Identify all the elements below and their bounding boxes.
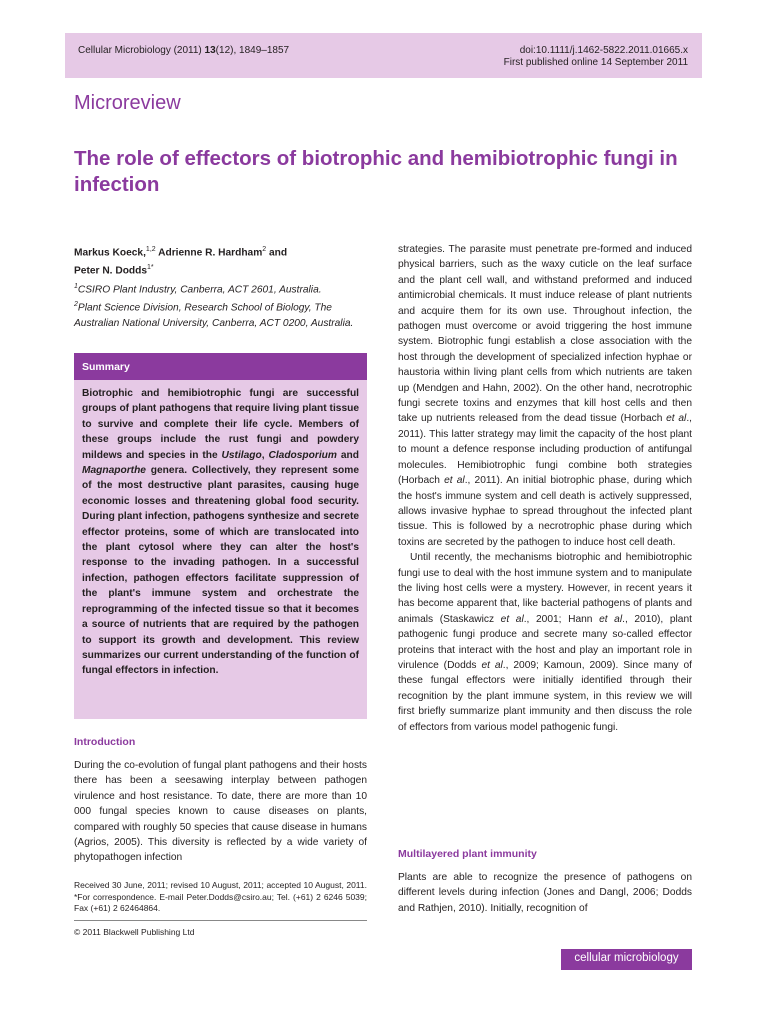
summary-text [74, 380, 367, 679]
para2-part-d: ., 2009; Kamoun, 2009). Since many of these fungal effectors were initially identified through their recognition by the plant immune system, in this review we will first briefly summarize plant immunity and then discuss the role of effectors from various model pathogenic fungi. [398, 659, 692, 733]
introduction-heading: Introduction [74, 736, 136, 748]
journal-issue-pages: (12), 1849–1857 [215, 45, 290, 56]
doi-link[interactable]: doi:10.1111/j.1462-5822.2011.01665.x [519, 45, 688, 56]
doi-block [504, 45, 688, 69]
et-al: et al [666, 413, 687, 425]
multilayered-immunity-heading: Multilayered plant immunity [398, 848, 537, 860]
et-al: et al [599, 613, 623, 625]
introduction-text: During the co-evolution of fungal plant pathogens and their hosts there has been a seesawing interplay between pathogen virulence and host resistance. To date, there are more than 10 000 fungal species known to cause diseases on plants, compared with roughly 50 species that cause disease in humans (Agrios, 2005). This diversity is reflected by a wide variety of phytopathogen infection [74, 760, 367, 864]
author-3: Peter N. Dodds [74, 265, 148, 277]
para2-part-b: ., 2001; Hann [523, 613, 600, 625]
section-label: Microreview [74, 92, 181, 114]
affiliation-1 [74, 279, 367, 297]
paragraph-effectors [398, 550, 692, 735]
genus-cladosporium: Cladosporium [268, 449, 337, 461]
author-2-affil: 2 [262, 246, 267, 253]
summary-part-2: genera. Collectively, they represent some of the most destructive plant parasites, causing huge economic losses and threatening global food security. During plant infection, pathogens synthesize and secrete effector proteins, some of which are translocated into the plant cytosol where they can alter the host's response to the invading pathogen. In a successful infection, pathogen effectors facilitate suppression of the plant's immune system and orchestrate the reprogramming of the infected tissue so that it becomes a source of nutrients that are required by the pathogen to support its growth and development. This review summarizes our current understanding of the function of fungal effectors in infection. [82, 465, 359, 677]
author-1: Markus Koeck, [74, 247, 146, 259]
publication-date: First published online 14 September 2011 [503, 57, 688, 68]
journal-header-band [65, 33, 702, 78]
et-al: et al [500, 613, 524, 625]
genus-ustilago: Ustilago [221, 449, 262, 461]
affiliation-2-marker: 2 [74, 301, 78, 309]
summary-part-1: Biotrophic and hemibiotrophic fungi are successful groups of plant pathogens that require living plant tissue to survive and complete their life cycle. Members of these groups include the rust fungi and powdery mildews and species in the [82, 388, 359, 461]
author-conjunction: and [266, 247, 288, 259]
para1-part-b: ., 2011). This latter strategy may limit the capacity of the host plant to mount a defence response including production of antifungal molecules. Hemibiotrophic fungi combine both strategies (Horbach [398, 413, 692, 487]
received-note: Received 30 June, 2011; revised 10 August, 2011; accepted 10 August, 2011. *For correspondence. E-mail Peter.Dodds@csiro.au; Tel. (+61) 2 6246 5039; Fax (+61) 2 62464864. [74, 880, 367, 913]
affiliation-1-marker: 1 [74, 282, 78, 290]
affiliation-1-text: CSIRO Plant Industry, Canberra, ACT 2601, Australia. [77, 284, 322, 296]
author-2: Adrienne R. Hardham [155, 247, 263, 259]
footnote-divider [74, 920, 367, 921]
para1-part-a: strategies. The parasite must penetrate pre-formed and induced physical barriers, such as the waxy cuticle on the leaf surface and the plant cell wall, and withstand preformed and induced antimicrobial chemicals. It must induce release of plant nutrients and acquire them for its own use. Throughout infection, the pathogen must overcome or avoid triggering the host immune system. Biotrophic fungi establish a close association with the host through the development of specialized infection hyphae or haustoria within living plant cells from which nutrients are taken up (Mendgen and Hahn, 2002). On the other hand, necrotrophic fungi secrete toxins and enzymes that kill host cells and then take up nutrients released from the dead tissue (Horbach [398, 244, 692, 425]
para1-part-c: ., 2011). An initial biotrophic phase, during which the host's immune system and cell death is actively suppressed, allows invasive hyphae to spread throughout the infected plant tissue. This is followed by a necrotrophic phase during which toxins are secreted by the pathogen to induce host cell death. [398, 475, 692, 548]
para2-part-c: ., 2010), plant pathogenic fungi produce and secrete many so-called effector proteins that interact with the host and play an important role in virulence (Dodds [398, 613, 692, 671]
journal-footer-tag: cellular microbiology [561, 949, 692, 970]
journal-citation [78, 45, 289, 56]
author-list [74, 242, 367, 279]
genus-magnaporthe: Magnaporthe [82, 465, 146, 477]
affiliation-2-text: Plant Science Division, Research School of Biology, The Australian National University, Canberra, ACT 0200, Australia. [74, 302, 354, 329]
paragraph-strategies [398, 242, 692, 550]
right-column-text [398, 242, 692, 735]
copyright: © 2011 Blackwell Publishing Ltd [74, 927, 195, 937]
journal-name: Cellular Microbiology (2011) [78, 45, 205, 56]
summary-sep-2: and [336, 449, 359, 461]
journal-volume: 13 [204, 45, 216, 56]
summary-sep-1: , [261, 449, 269, 461]
author-3-affil: 1* [147, 264, 154, 272]
affiliation-list [74, 279, 367, 331]
author-block [74, 242, 367, 331]
et-al: et al [481, 659, 503, 671]
affiliation-2 [74, 297, 367, 330]
author-1-affil: 1,2 [145, 246, 156, 253]
et-al: et al [444, 475, 465, 487]
article-title: The role of effectors of biotrophic and hemibiotrophic fungi in infection [74, 147, 678, 196]
summary-box [74, 353, 367, 719]
multilayered-immunity-text: Plants are able to recognize the presence of pathogens on different levels during infection (Jones and Dangl, 2006; Dodds and Rathjen, 2010). Initially, recognition of [398, 872, 692, 914]
summary-heading: Summary [74, 353, 367, 380]
para2-part-a: Until recently, the mechanisms biotrophic and hemibiotrophic fungi use to deal with the host immune system and to manipulate the living host cells were a mystery. However, in recent years it has become apparent that, like bacterial pathogens of plants and animals (Staskawicz [398, 552, 692, 625]
